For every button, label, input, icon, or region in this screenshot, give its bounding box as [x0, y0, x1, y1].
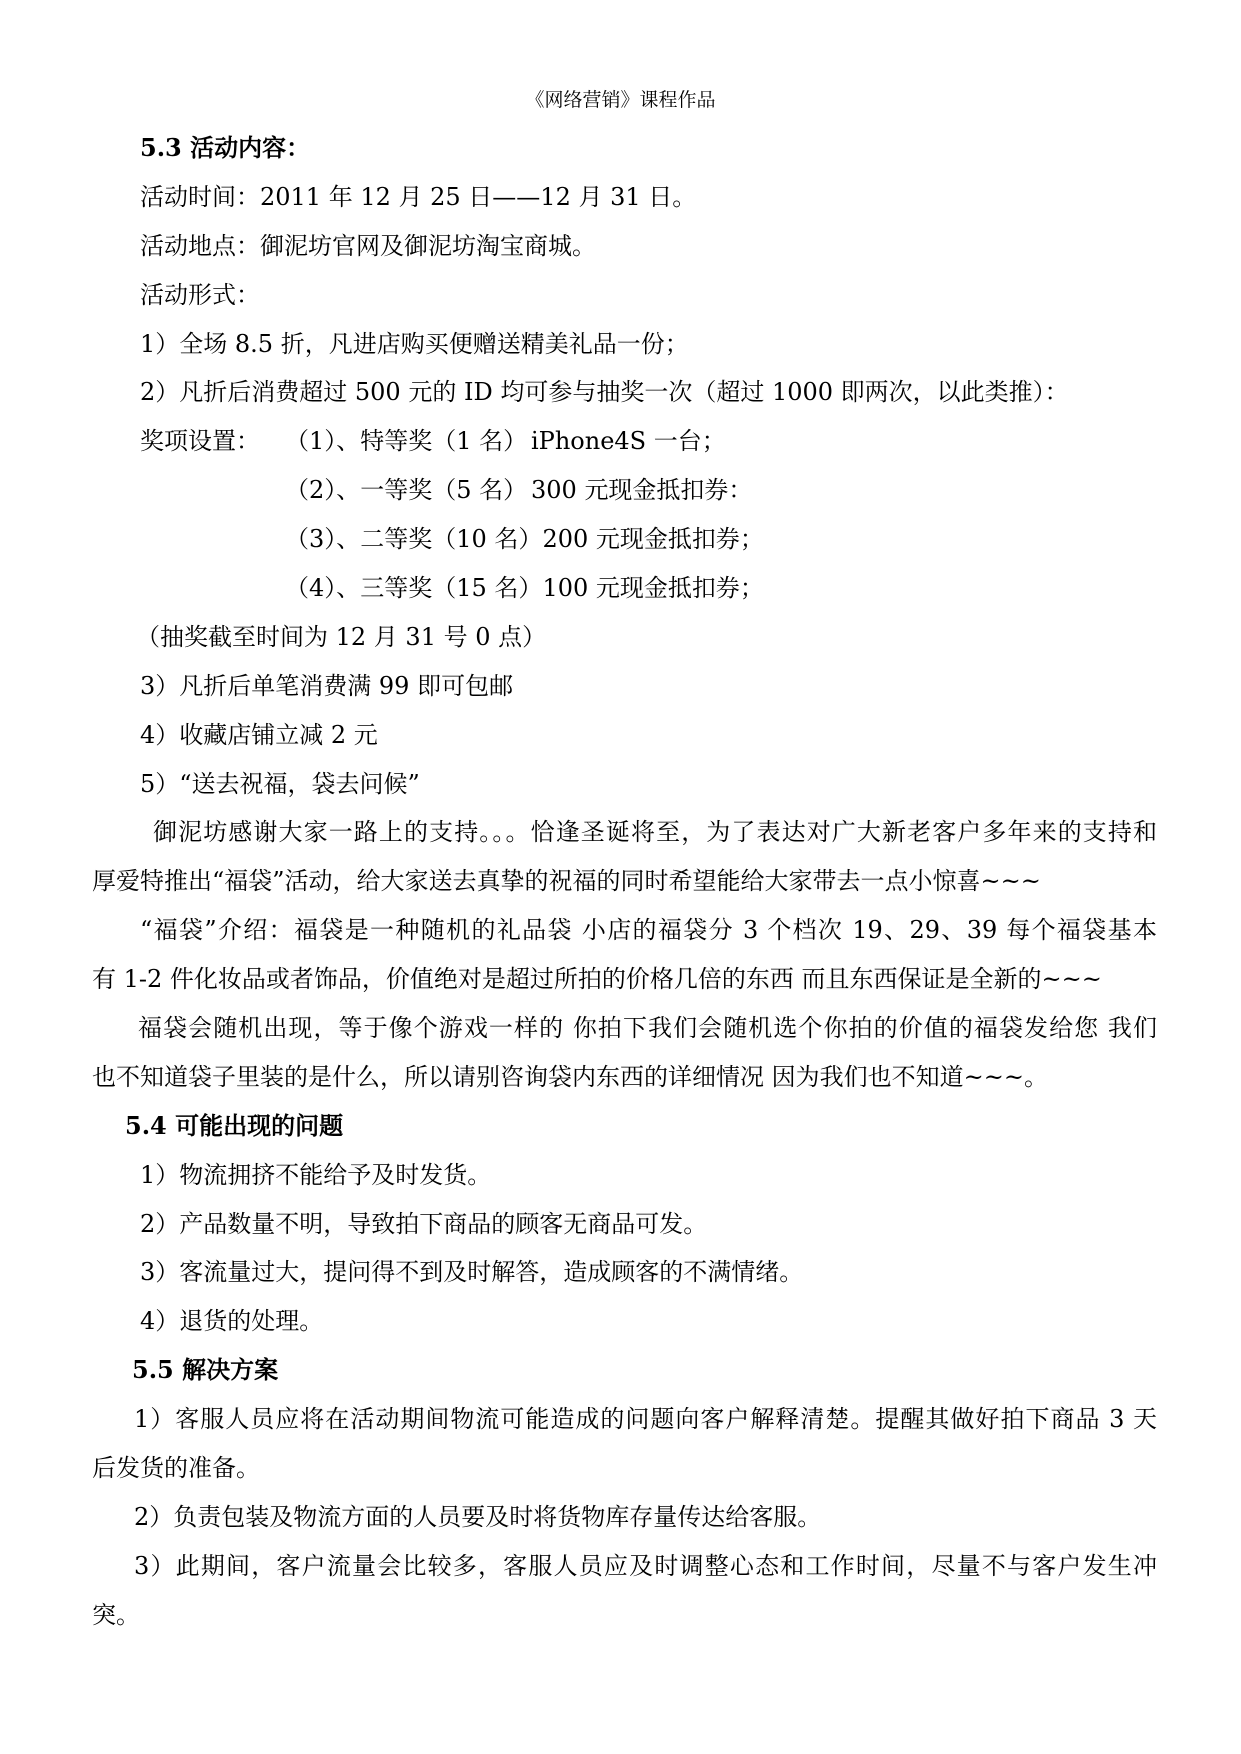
list-item: 1）全场 8.5 折，凡进店购买便赠送精美礼品一份；: [140, 329, 689, 358]
prize-level: （2）、一等奖（5 名）: [285, 476, 528, 505]
activity-form-label: 活动形式：: [140, 280, 260, 309]
section-heading-5-4: 5.4 可能出现的问题: [125, 1110, 344, 1140]
list-item: 1）客服人员应将在活动期间物流可能造成的问题向客户解释清楚。提醒其做好拍下商品 3 天: [134, 1405, 1157, 1434]
paragraph-line: 厚爱特推出“福袋”活动，给大家送去真挚的祝福的同时希望能给大家带去一点小惊喜~~~: [92, 867, 1041, 896]
list-item: 5）“送去祝福，袋去问候”: [140, 769, 420, 798]
paragraph-line: 福袋会随机出现，等于像个游戏一样的 你拍下我们会随机选个你拍的价值的福袋发给您 我们: [138, 1014, 1157, 1043]
prize-level: （4）、三等奖（15 名）: [285, 574, 543, 603]
list-item: 1）物流拥挤不能给予及时发货。: [140, 1160, 492, 1189]
prize-level: （3）、二等奖（10 名）: [285, 525, 543, 554]
list-item: 3）客流量过大，提问得不到及时解答，造成顾客的不满情绪。: [140, 1258, 804, 1287]
prize-row: [0, 515, 1157, 564]
list-item: 4）退货的处理。: [140, 1307, 324, 1336]
list-item: 3）此期间，客户流量会比较多，客服人员应及时调整心态和工作时间，尽量不与客户发生冲: [134, 1551, 1157, 1580]
prize-level: （1）、特等奖（1 名）: [285, 427, 528, 456]
list-item: 2）产品数量不明，导致拍下商品的顾客无商品可发。: [140, 1209, 708, 1238]
activity-time: 活动时间：2011 年 12 月 25 日——12 月 31 日。: [140, 182, 697, 211]
paragraph-line: 也不知道袋子里装的是什么，所以请别咨询袋内东西的详细情况 因为我们也不知道~~~。: [92, 1062, 1048, 1091]
prize-value: iPhone4S 一台；: [531, 427, 726, 456]
activity-place: 活动地点：御泥坊官网及御泥坊淘宝商城。: [140, 231, 596, 260]
list-item-continuation: 后发货的准备。: [92, 1454, 260, 1483]
list-item: 3）凡折后单笔消费满 99 即可包邮: [140, 671, 514, 700]
prize-label: 奖项设置：: [140, 427, 260, 456]
prize-row: [0, 564, 1157, 613]
prize-value: 200 元现金抵扣券；: [542, 525, 764, 554]
list-item-continuation: 突。: [92, 1600, 140, 1629]
document-body: [0, 124, 1157, 1640]
list-item: 2）负责包装及物流方面的人员要及时将货物库存量传达给客服。: [134, 1502, 822, 1531]
page-header: 《网络营销》课程作品: [525, 89, 716, 111]
paragraph-line: 御泥坊感谢大家一路上的支持。。。恰逢圣诞将至，为了表达对广大新老客户多年来的支持和: [153, 818, 1157, 847]
section-heading-5-3: 5.3 活动内容：: [140, 133, 311, 162]
prize-row: [0, 417, 1157, 466]
prize-deadline: （抽奖截至时间为 12 月 31 号 0 点）: [136, 622, 547, 651]
list-item: 2）凡折后消费超过 500 元的 ID 均可参与抽奖一次（超过 1000 即两次，以此类推）：: [140, 378, 1069, 407]
section-heading-5-5: 5.5 解决方案: [132, 1355, 279, 1385]
prize-value: 100 元现金抵扣券；: [542, 574, 764, 603]
paragraph-line: 有 1-2 件化妆品或者饰品，价值绝对是超过所拍的价格几倍的东西 而且东西保证是全新的~~~: [92, 965, 1102, 994]
paragraph-line: “福袋”介绍：福袋是一种随机的礼品袋 小店的福袋分 3 个档次 19、29、39 每个福袋基本: [140, 916, 1157, 945]
list-item: 4）收藏店铺立减 2 元: [140, 720, 378, 749]
prize-value: 300 元现金抵扣券：: [531, 476, 753, 505]
prize-row: [0, 466, 1157, 515]
